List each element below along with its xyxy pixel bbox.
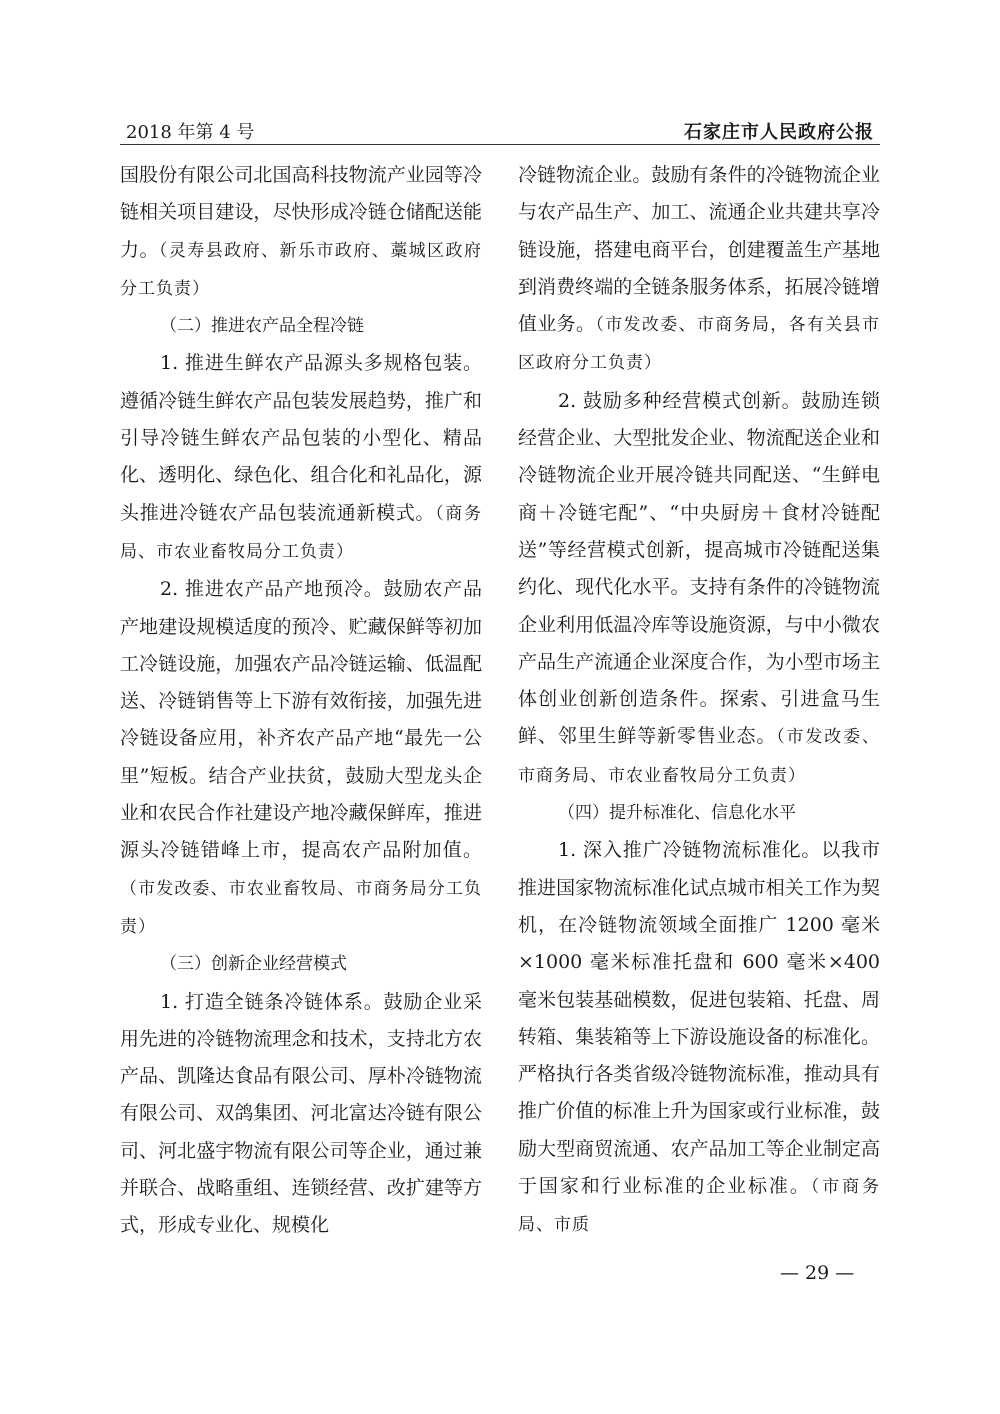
journal-title: 石家庄市人民政府公报 [684, 122, 874, 143]
responsibility-note: （商务局、市农业畜牧局分工负责） [120, 503, 482, 562]
paragraph-text: 1. 打造全链条冷链体系。鼓励企业采用先进的冷链物流理念和技术，支持北方农产品、凯隆达食品有限公司、厚朴冷链物流有限公司、双鸽集团、河北富达冷链有限公司、河北盛宇物流有限公司等企业，通过兼并联合、战略重组、连锁经营、改扩建等方式，形成专业化、规模化 [120, 990, 482, 1237]
paragraph [518, 832, 880, 1244]
right-column [518, 157, 880, 1245]
paragraph [120, 345, 482, 571]
paragraph-text: 1. 深入推广冷链物流标准化。以我市推进国家物流标准化试点城市相关工作为契机，在冷链物流领域全面推广 1200 毫米×1000 毫米标准托盘和 600 毫米×400 毫米包装基础模数，促进包装箱、托盘、周转箱、集装箱等上下游设施设备的标准化。严格执行各类省级冷链物流标准，推动具有推广价值的标准上升为国家或行业标准，鼓励大型商贸流通、农产品加工等企业制定高于国家和行业标准的企业标准。 [518, 839, 880, 1198]
paragraph-text: 1. 推进生鲜农产品源头多规格包装。遵循冷链生鲜农产品包装发展趋势，推广和引导冷链生鲜农产品包装的小型化、精品化、透明化、绿色化、组合化和礼品化，源头推进冷链农产品包装流通新模式。 [120, 352, 482, 524]
left-column [120, 157, 482, 1245]
paragraph [518, 383, 880, 795]
responsibility-note: （灵寿县政府、新乐市政府、藁城区政府分工负责） [120, 240, 482, 299]
section-heading: （二）推进农产品全程冷链 [160, 316, 364, 337]
page-number: — 29 — [780, 1262, 855, 1284]
paragraph [120, 157, 482, 308]
responsibility-note: （市商务局、市质 [518, 1177, 880, 1236]
issue-number: 2018 年第 4 号 [126, 122, 255, 143]
page-header [120, 114, 880, 145]
responsibility-note: （市发改委、市商务局，各有关县市区政府分工负责） [518, 315, 880, 374]
paragraph-text: 冷链物流企业。鼓励有条件的冷链物流企业与农产品生产、加工、流通企业共建共享冷链设施，搭建电商平台，创建覆盖生产基地到消费终端的全链条服务体系，拓展冷链增值业务。 [518, 164, 880, 336]
section-heading: （三）创新企业经营模式 [160, 954, 347, 975]
paragraph-text: 2. 推进农产品产地预冷。鼓励农产品产地建设规模适度的预冷、贮藏保鲜等初加工冷链设施，加强农产品冷链运输、低温配送、冷链销售等上下游有效衔接，加强先进冷链设备应用，补齐农产品产地“最先一公里”短板。结合产业扶贫，鼓励大型龙头企业和农民合作社建设产地冷藏保鲜库，推进源头冷链错峰上市，提高农产品附加值。 [120, 578, 482, 862]
paragraph [120, 571, 482, 946]
section-heading: （四）提升标准化、信息化水平 [558, 803, 796, 824]
paragraph [518, 157, 880, 383]
responsibility-note: （市发改委、市商务局、市农业畜牧局分工负责） [518, 727, 880, 786]
paragraph-text: 2. 鼓励多种经营模式创新。鼓励连锁经营企业、大型批发企业、物流配送企业和冷链物流企业开展冷链共同配送、“生鲜电商＋冷链宅配”、“中央厨房＋食材冷链配送”等经营模式创新，提高城市冷链配送集约化、现代化水平。支持有条件的冷链物流企业利用低温冷库等设施资源，与中小微农产品生产流通企业深度合作，为小型市场主体创业创新创造条件。探索、引进盒马生鲜、邻里生鲜等新零售业态。 [518, 389, 880, 748]
paragraph-text: 国股份有限公司北国高科技物流产业园等冷链相关项目建设，尽快形成冷链仓储配送能力。 [120, 164, 482, 261]
paragraph [120, 984, 482, 1245]
responsibility-note: （市发改委、市农业畜牧局、市商务局分工负责） [120, 878, 482, 937]
